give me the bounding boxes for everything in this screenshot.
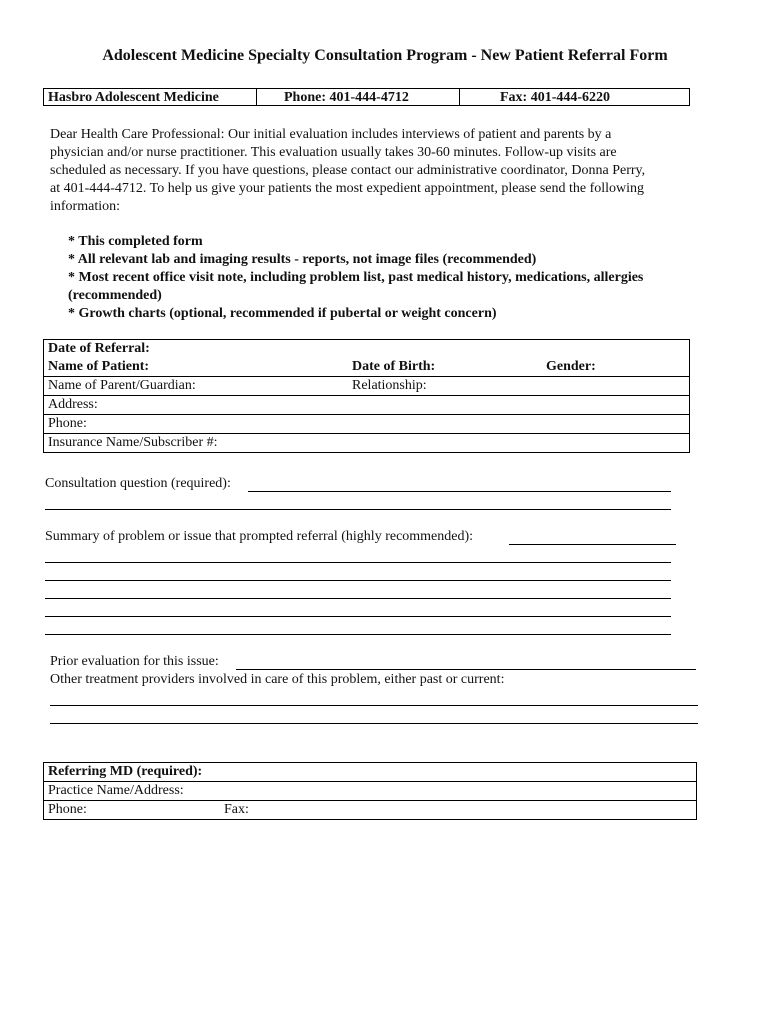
summary-line[interactable] (45, 598, 671, 599)
form-title: Adolescent Medicine Specialty Consultation Program - New Patient Referral Form (102, 47, 668, 64)
header-table (43, 88, 690, 106)
summary-line[interactable] (509, 544, 676, 545)
header-org: Hasbro Adolescent Medicine (44, 89, 257, 105)
consultation-line[interactable] (248, 491, 671, 492)
date-of-birth-field[interactable]: Date of Birth: (352, 359, 436, 374)
list-item: * This completed form (68, 234, 203, 249)
header-phone: Phone: 401-444-4712 (257, 89, 460, 105)
referring-row-practice (44, 782, 696, 801)
summary-line[interactable] (45, 580, 671, 581)
practice-name-field[interactable]: Practice Name/Address: (48, 783, 184, 798)
patient-row-phone (44, 415, 689, 434)
referring-md-table (43, 762, 697, 820)
list-item: (recommended) (68, 288, 162, 303)
referring-md-heading[interactable]: Referring MD (required): (48, 764, 203, 779)
summary-label: Summary of problem or issue that prompted referral (highly recommended): (45, 529, 474, 544)
header-fax: Fax: 401-444-6220 (500, 90, 611, 105)
other-providers-line[interactable] (50, 723, 698, 724)
list-item: * Most recent office visit note, including problem list, past medical history, medications, allergies (68, 270, 644, 285)
relationship-field[interactable]: Relationship: (352, 378, 427, 393)
referring-fax-field[interactable]: Fax: (224, 802, 249, 817)
patient-row-referral (44, 340, 689, 377)
referring-row-heading (44, 763, 696, 782)
prior-evaluation-line[interactable] (236, 669, 696, 670)
summary-line[interactable] (45, 616, 671, 617)
prior-evaluation-label: Prior evaluation for this issue: (50, 654, 219, 669)
consultation-line[interactable] (45, 509, 671, 510)
parent-guardian-field[interactable]: Name of Parent/Guardian: (48, 378, 196, 393)
patient-row-parent (44, 377, 689, 396)
list-item: * All relevant lab and imaging results - reports, not image files (recommended) (68, 252, 537, 267)
required-items-list (68, 233, 708, 323)
insurance-field[interactable]: Insurance Name/Subscriber #: (48, 435, 218, 450)
address-field[interactable]: Address: (48, 397, 98, 412)
date-of-referral-field[interactable]: Date of Referral: (48, 341, 150, 356)
gender-field[interactable]: Gender: (546, 359, 596, 374)
patient-row-address (44, 396, 689, 415)
list-item: * Growth charts (optional, recommended if pubertal or weight concern) (68, 306, 497, 321)
patient-info-table (43, 339, 690, 453)
intro-paragraph: Dear Health Care Professional: Our initial evaluation includes interviews of patient and parents by a physician and/or nurse practitioner. This evaluation usually takes 30-60 minutes. Follow-up visits are scheduled as necessary. If you have questions, please contact our administrative coordinator, Donna Perry, at 401-444-4712. To help us give your patients the most expedient appointment, please send the following information: (50, 127, 646, 214)
summary-line[interactable] (45, 562, 671, 563)
name-of-patient-field[interactable]: Name of Patient: (48, 359, 150, 374)
summary-line[interactable] (45, 634, 671, 635)
other-providers-label: Other treatment providers involved in care of this problem, either past or current: (50, 672, 505, 687)
other-providers-line[interactable] (50, 705, 698, 706)
referring-row-phone (44, 801, 696, 819)
consultation-label: Consultation question (required): (45, 476, 231, 491)
patient-row-insurance (44, 434, 689, 452)
patient-phone-field[interactable]: Phone: (48, 416, 87, 431)
referring-phone-field[interactable]: Phone: (48, 802, 87, 817)
